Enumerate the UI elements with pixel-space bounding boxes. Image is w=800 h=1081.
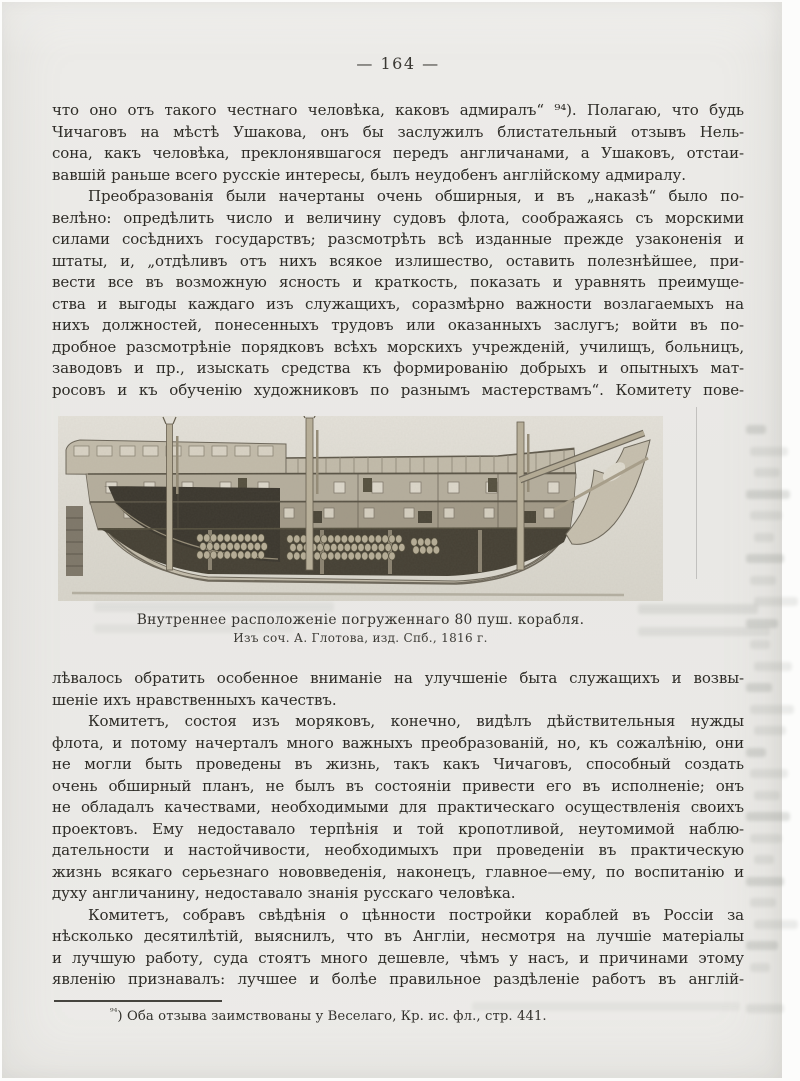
bleedthrough-smudge — [750, 705, 794, 714]
bleedthrough-smudge — [750, 447, 788, 456]
footnote-text: ) Оба отзыва заимствованы у Веселаго, Кр. ис. фл., стр. 441. — [117, 1008, 547, 1024]
text-line: Комитетъ, состоя изъ моряковъ, конечно, видѣлъ дѣйствительныя нужды — [88, 712, 744, 730]
text-line: и лучшую работу, суда стоятъ много дешевле, чѣмъ у насъ, и причинами этому — [52, 948, 744, 967]
text-line: нихъ должностей, понесенныхъ трудовъ или оказанныхъ заслугъ; войти въ по- — [52, 316, 744, 334]
bleedthrough-smudge — [746, 812, 790, 821]
figure-caption-title: Внутреннее расположеніе погруженнаго 80 пуш. корабля. — [136, 612, 585, 628]
footnote-area — [52, 1000, 744, 1024]
bleedthrough-smudge — [754, 533, 774, 542]
text-line: шеніе ихъ нравственныхъ качествъ. — [52, 690, 337, 709]
bleedthrough-smudge — [754, 855, 774, 864]
text-line: нѣсколько десятилѣтій, выяснилъ, что въ Англіи, несмотря на лучшіе матеріалы — [52, 927, 744, 945]
text-line: велѣно: опредѣлить число и величину судовъ флота, соображаясь съ морскими — [52, 208, 744, 227]
text-line: ства и выгоды каждаго изъ служащихъ, соразмѣрно важности возлагаемыхъ на — [52, 294, 744, 313]
bleedthrough-smudge — [746, 490, 790, 499]
text-line: силами сосѣднихъ государствъ; разсмотрѣть всѣ изданные прежде узаконенія и — [52, 230, 744, 248]
page-paper — [2, 2, 782, 1078]
bleedthrough-smudge — [746, 554, 784, 563]
text-line: сона, какъ человѣка, преклонявшагося передъ англичанами, а Ушаковъ, отстаи- — [52, 144, 744, 162]
bleedthrough-smudge — [750, 511, 782, 520]
bleedthrough-smudge — [746, 1004, 784, 1013]
text-line: росовъ и къ обученію художниковъ по разнымъ мастерствамъ“. Комитету пове- — [52, 380, 744, 399]
text-line: не могли быть проведены въ жизнь, такъ какъ Чичаговъ, способный создать — [52, 755, 744, 773]
ship-illustration — [58, 416, 663, 601]
scan-artifact-line — [696, 407, 697, 579]
bleedthrough-smudge — [754, 791, 780, 800]
bleedthrough-smudge — [754, 468, 780, 477]
text-line: флота, и потому начерталъ много важныхъ преобразованій, но, къ сожалѣнію, они — [52, 733, 744, 752]
text-line: вести все въ возможную ясность и краткость, показать и уравнять преимуще- — [52, 273, 744, 291]
footnote — [52, 1009, 744, 1024]
bleedthrough-smudge — [754, 920, 798, 929]
text-line: Чичаговъ на мѣстѣ Ушакова, онъ бы заслужилъ блистательный отзывъ Нель- — [52, 122, 744, 141]
bleedthrough-smudge — [746, 425, 766, 434]
footnote-divider — [54, 1000, 222, 1002]
bleedthrough-smudge — [750, 898, 776, 907]
text-line: очень обширный планъ, не былъ въ состояніи привести его въ исполненіе; онъ — [52, 776, 744, 795]
text-line: дательности и настойчивости, необходимыхъ при проведеніи въ практическую — [52, 841, 744, 859]
text-line: явленію признавалъ: лучшее и болѣе правильное раздѣленіе работъ въ англій- — [52, 970, 744, 988]
bleedthrough-smudge — [754, 662, 792, 671]
text-line: заводовъ и пр., изыскать средства къ формированію добрыхъ и опытныхъ мат- — [52, 359, 744, 377]
text-line: лѣвалось обратить особенное вниманіе на улучшеніе быта служащихъ и возвы- — [52, 669, 744, 687]
text-line: что оно отъ такого честнаго человѣка, каковъ адмиралъ“ ⁹⁴). Полагаю, что будь — [52, 101, 744, 119]
text-line: штаты, и, „отдѣливъ отъ нихъ всякое излишество, оставить полезнѣйшее, при- — [52, 251, 744, 270]
bleedthrough-smudge — [750, 576, 776, 585]
bleedthrough-smudge — [750, 640, 770, 649]
figure-caption-source: Изъ соч. А. Глотова, изд. Спб., 1816 г. — [233, 631, 488, 645]
text-line: проектовъ. Ему недоставало терпѣнія и той кропотливой, неутомимой наблю- — [52, 819, 744, 838]
bleedthrough-smudge — [750, 834, 782, 843]
bleedthrough-smudge — [746, 619, 778, 628]
bleedthrough-smudge — [750, 769, 788, 778]
body-text-bottom — [52, 668, 744, 991]
text-line: Комитетъ, собравъ свѣдѣнія о цѣнности постройки кораблей въ Россіи за — [88, 905, 744, 924]
text-line: Преобразованія были начертаны очень обширныя, и въ „наказѣ“ было по- — [88, 187, 744, 205]
bleedthrough-smudge — [754, 597, 798, 606]
text-line: дробное разсмотрѣніе порядковъ всѣхъ морскихъ учрежденій, училищъ, больницъ, — [52, 337, 744, 356]
ship-figure — [58, 416, 663, 645]
bleedthrough-smudge — [750, 963, 770, 972]
page-number: — 164 — — [356, 54, 440, 73]
bleedthrough-smudge — [746, 877, 784, 886]
bleedthrough-smudge — [754, 726, 786, 735]
body-text-top — [52, 100, 744, 401]
text-line: не обладалъ качествами, необходимыми для практическаго осуществленія своихъ — [52, 798, 744, 816]
bleedthrough-smudge — [746, 748, 766, 757]
page-content — [52, 2, 744, 1024]
figure-caption — [58, 612, 663, 645]
text-line: жизнь всякаго серьезнаго нововведенія, наконецъ, главное—ему, по воспитанію и — [52, 862, 744, 881]
footnote-marker: ⁹⁴ — [110, 1007, 118, 1018]
bleedthrough-smudge — [746, 683, 772, 692]
photo-grain — [58, 416, 663, 601]
text-line: духу англичанину, недоставало знанія русскаго человѣка. — [52, 884, 516, 902]
bleedthrough-smudge — [746, 941, 778, 950]
text-line: вавшій раньше всего русскіе интересы, былъ неудобенъ англійскому адмиралу. — [52, 165, 686, 184]
